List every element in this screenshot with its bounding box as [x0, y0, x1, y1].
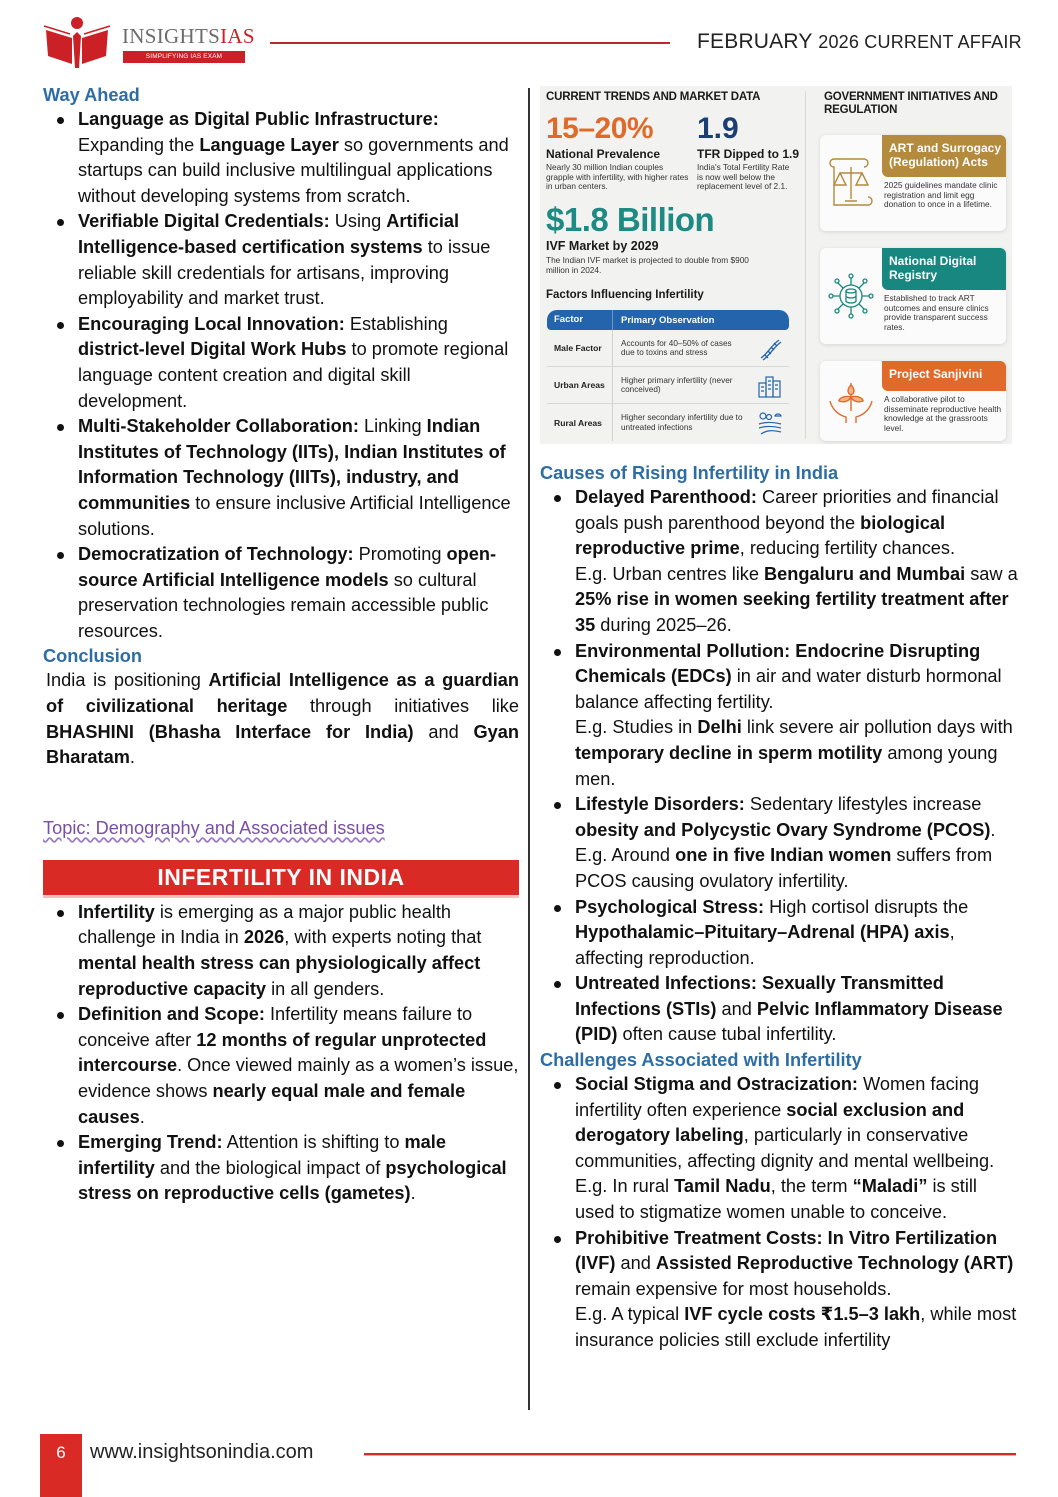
table-row	[547, 404, 789, 441]
challenges-list	[540, 1072, 1018, 1354]
list-item: Language as Digital Public Infrastructure: Expanding the Language Layer so governments and startups can build inclusive multilingual applications without developing systems from scratch.	[43, 107, 519, 209]
dna-icon	[757, 336, 783, 362]
city-icon	[757, 373, 783, 399]
topic-link[interactable]: Topic: Demography and Associated issues	[43, 817, 385, 838]
list-item: Delayed Parenthood: Career priorities and financial goals push parenthood beyond the biological reproductive prime, reducing fertility chances. E.g. Urban centres like Bengaluru and Mumbai saw a 25% rise in women seeking fertility treatment after 35 during 2025–26.	[540, 485, 1018, 639]
banner-underline	[43, 895, 519, 898]
intro-list	[43, 900, 519, 1207]
column-header-observation: Primary Observation	[621, 314, 715, 326]
footer-divider	[364, 1453, 1016, 1456]
trends-panel	[540, 86, 802, 444]
factors-heading: Factors Influencing Infertility	[546, 289, 704, 301]
list-item: Prohibitive Treatment Costs: In Vitro Fertilization (IVF) and Assisted Reproductive Technology (ART) remain expensive for most households. E.g. A typical IVF cycle costs ₹1.5–3 lakh, while most insurance policies still exclude infertility	[540, 1226, 1018, 1354]
tfr-desc: India's Total Fertility Rate is now well below the replacement level of 2.1.	[697, 162, 790, 191]
left-column	[43, 83, 519, 1207]
logo-tagline: SIMPLIFYING IAS EXAM PREPARATION	[123, 51, 245, 63]
list-item: Definition and Scope: Infertility means failure to conceive after 12 months of regular unprotected intercourse. Once viewed mainly as a women’s issue, evidence shows nearly equal male and female causes.	[43, 1002, 519, 1130]
website-link[interactable]: www.insightsonindia.com	[90, 1441, 314, 1463]
database-network-icon	[826, 268, 876, 324]
tfr-label: TFR Dipped to 1.9	[697, 147, 799, 161]
infographic-divider	[805, 91, 806, 439]
list-item: Democratization of Technology: Promoting open-source Artificial Intelligence models so cultural preservation technologies remain accessible public resources.	[43, 542, 519, 644]
example-text: E.g. Around one in five Indian women suffers from PCOS causing ovulatory infertility.	[575, 845, 993, 891]
insightsias-logo	[42, 14, 255, 72]
right-column	[540, 461, 1018, 1354]
list-item: Encouraging Local Innovation: Establishing district-level Digital Work Hubs to promote regional language content creation and digital skill development.	[43, 312, 519, 414]
prevalence-desc: Nearly 30 million Indian couples grapple with infertility, with higher rates in urban centers.	[546, 162, 689, 191]
list-item: Verifiable Digital Credentials: Using Artificial Intelligence-based certification systems to issue reliable skill credentials for artisans, improving employability and market trust.	[43, 209, 519, 311]
government-heading: GOVERNMENT INITIATIVES AND REGULATION	[824, 91, 998, 116]
book-person-logo-icon	[42, 14, 112, 70]
table-row	[547, 367, 789, 404]
factors-table	[547, 310, 789, 441]
list-item: Emerging Trend: Attention is shifting to male infertility and the biological impact of psychological stress on reproductive cells (gametes).	[43, 1130, 519, 1207]
gov-card-desc: A collaborative pilot to disseminate reproductive health knowledge at the grassroots level.	[884, 394, 1002, 433]
observation-cell: Higher primary infertility (never conceived)	[621, 375, 733, 394]
prevalence-label: National Prevalence	[546, 147, 661, 161]
gov-card-title: Project Sanjivini	[882, 361, 1006, 391]
gov-card-title: ART and Surrogacy (Regulation) Acts	[882, 135, 1006, 177]
factor-cell: Urban Areas	[547, 367, 613, 403]
hands-plant-icon	[826, 371, 876, 427]
tfr-value: 1.9	[697, 112, 739, 145]
list-item: Lifestyle Disorders: Sedentary lifestyles increase obesity and Polycystic Ovary Syndrome (PCOS). E.g. Around one in five Indian women suffers from PCOS causing ovulatory infertility.	[540, 792, 1018, 894]
trends-heading: CURRENT TRENDS AND MARKET DATA	[546, 91, 761, 103]
way-ahead-heading: Way Ahead	[43, 85, 140, 105]
conclusion-paragraph: India is positioning Artificial Intelligence as a guardian of civilizational heritage through initiatives like BHASHINI (Bhasha Interface for India) and Gyan Bharatam.	[46, 670, 520, 768]
table-row	[547, 330, 789, 367]
list-item: Environmental Pollution: Endocrine Disrupting Chemicals (EDCs) in air and water disturb hormonal balance affecting fertility. E.g. Studies in Delhi link severe air pollution days with temporary decline in sperm motility among young men.	[540, 639, 1018, 793]
gov-card-desc: Established to track ART outcomes and ensure clinics provide transparent success rates.	[884, 293, 989, 332]
list-item: Social Stigma and Ostracization: Women facing infertility often experience social exclusion and derogatory labeling, particularly in conservative communities, affecting dignity and mental wellbeing. E.g. In rural Tamil Nadu, the term “Maladi” is still used to stigmatize women unable to conceive.	[540, 1072, 1018, 1226]
list-item: Psychological Stress: High cortisol disrupts the Hypothalamic–Pituitary–Adrenal (HPA) axis, affecting reproduction.	[540, 895, 1018, 972]
factor-cell: Male Factor	[547, 330, 613, 366]
ivf-market-desc: The Indian IVF market is projected to double from $900 million in 2024.	[546, 255, 749, 275]
way-ahead-list	[43, 107, 519, 644]
page-header	[0, 0, 1058, 80]
observation-cell: Higher secondary infertility due to untreated infections	[621, 413, 743, 432]
infertility-infographic	[540, 86, 1012, 444]
causes-list	[540, 485, 1018, 1048]
column-divider	[528, 88, 530, 1410]
list-item: Untreated Infections: Sexually Transmitted Infections (STIs) and Pelvic Inflammatory Disease (PID) often cause tubal infertility.	[540, 971, 1018, 1048]
example-text: E.g. In rural Tamil Nadu, the term “Maladi” is still used to stigmatize women unable to conceive.	[575, 1176, 977, 1223]
gov-card-title: National Digital Registry	[882, 248, 1006, 290]
gov-card-desc: 2025 guidelines mandate clinic registration and limit egg donation to once in a lifetime.	[884, 180, 998, 210]
ivf-market-value: $1.8 Billion	[546, 201, 715, 238]
issue-title: FEBRUARY 2026 CURRENT AFFAIR	[697, 30, 1022, 53]
observation-cell: Accounts for 40–50% of cases due to toxins and stress	[621, 338, 732, 357]
prevalence-value: 15–20%	[546, 112, 654, 145]
gov-card-art-act	[820, 135, 1006, 231]
factor-cell: Rural Areas	[547, 404, 613, 441]
list-item: Multi-Stakeholder Collaboration: Linking Indian Institutes of Technology (IITs), Indian Institutes of Information Technology (IIITs), industry, and communities to ensure inclusive Artificial Intelligence solutions.	[43, 414, 519, 542]
conclusion-heading: Conclusion	[43, 646, 143, 667]
government-panel	[808, 86, 1012, 444]
table-header	[547, 310, 789, 330]
column-header-factor: Factor	[547, 310, 613, 330]
example-text: E.g. Studies in Delhi link severe air pollution days with temporary decline in sperm motility among young men.	[575, 717, 1013, 789]
gov-card-project-sanjivini	[820, 361, 1006, 441]
page-number: 6	[56, 1443, 66, 1462]
logo-wordmark: INSIGHTSIAS	[122, 24, 255, 48]
header-divider	[270, 42, 670, 44]
challenges-heading: Challenges Associated with Infertility	[540, 1050, 862, 1071]
farmland-icon	[757, 410, 783, 436]
example-text: E.g. Urban centres like Bengaluru and Mumbai saw a 25% rise in women seeking fertility treatment after 35 during 2025–26.	[575, 563, 1018, 635]
gov-card-digital-registry	[820, 248, 1006, 344]
example-text: E.g. A typical IVF cycle costs ₹1.5–3 lakh, while most insurance policies still exclude infertility	[575, 1304, 1017, 1350]
ivf-market-label: IVF Market by 2029	[546, 239, 659, 253]
scales-of-justice-icon	[826, 155, 876, 211]
list-item: Infertility is emerging as a major public health challenge in India in 2026, with experts noting that mental health stress can physiologically affect reproductive capacity in all genders.	[43, 900, 519, 1002]
article-title-banner: INFERTILITY IN INDIA	[43, 860, 519, 895]
causes-heading: Causes of Rising Infertility in India	[540, 463, 839, 483]
